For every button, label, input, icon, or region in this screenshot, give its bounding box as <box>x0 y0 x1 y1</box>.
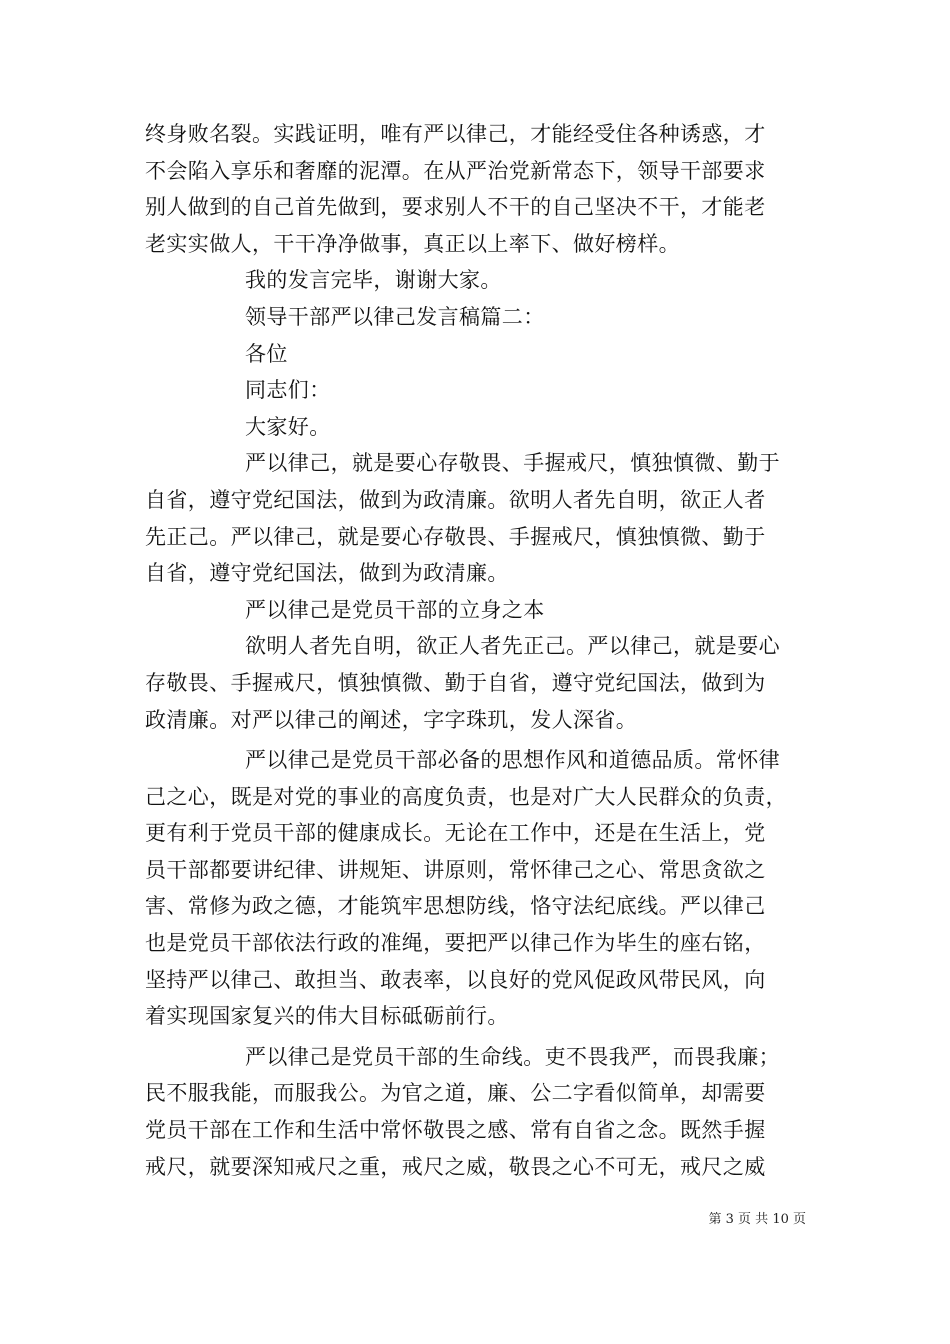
section-title: 领导干部严以律己发言稿篇二： <box>245 304 545 329</box>
text-line: 终身败名裂。实践证明，唯有严以律己，才能经受住各种诱惑，才 <box>145 122 766 146</box>
text-line: 不会陷入享乐和奢靡的泥潭。在从严治党新常态下，领导干部要求 <box>145 158 766 183</box>
text-line: 自省，遵守党纪国法，做到为政清廉。 <box>145 561 509 586</box>
salutation-line: 各位 <box>245 341 288 366</box>
text-line: 严以律己是党员干部必备的思想作风和道德品质。常怀律 <box>245 748 780 773</box>
text-line: 己之心，既是对党的事业的高度负责，也是对广大人民群众的负责， <box>145 784 787 809</box>
text-line: 别人做到的自己首先做到，要求别人不干的自己坚决不干，才能老 <box>145 195 766 220</box>
page-number-footer: 第 3 页 共 10 页 <box>708 1212 806 1227</box>
text-line: 严以律己，就是要心存敬畏、手握戒尺，慎独慎微、勤于 <box>245 451 780 476</box>
text-line: 坚持严以律己、敢担当、敢表率，以良好的党风促政风带民风，向 <box>145 967 766 992</box>
greeting-line: 大家好。 <box>245 414 331 439</box>
text-line: 党员干部在工作和生活中常怀敬畏之感、常有自省之念。既然手握 <box>145 1118 766 1143</box>
text-line: 着实现国家复兴的伟大目标砥砺前行。 <box>145 1004 509 1029</box>
text-line: 政清廉。对严以律己的阐述，字字珠玑，发人深省。 <box>145 707 638 732</box>
text-line: 老实实做人，干干净净做事，真正以上率下、做好榜样。 <box>145 231 680 256</box>
text-line: 民不服我能，而服我公。为官之道，廉、公二字看似简单，却需要 <box>145 1081 766 1106</box>
text-line: 员干部都要讲纪律、讲规矩、讲原则，常怀律己之心、常思贪欲之 <box>145 857 766 882</box>
text-line: 更有利于党员干部的健康成长。无论在工作中，还是在生活上，党 <box>145 821 766 846</box>
closing-remark: 我的发言完毕，谢谢大家。 <box>245 268 502 293</box>
text-line: 戒尺，就要深知戒尺之重，戒尺之威，敬畏之心不可无，戒尺之威 <box>145 1154 766 1179</box>
text-line: 严以律己是党员干部的生命线。吏不畏我严，而畏我廉； <box>245 1044 780 1069</box>
text-line: 欲明人者先自明，欲正人者先正己。严以律己，就是要心 <box>245 634 780 659</box>
text-line: 先正己。严以律己，就是要心存敬畏、手握戒尺，慎独慎微、勤于 <box>145 524 766 549</box>
document-body <box>145 116 809 1185</box>
text-line: 存敬畏、手握戒尺，慎独慎微、勤于自省，遵守党纪国法，做到为 <box>145 670 766 695</box>
text-line: 害、常修为政之德，才能筑牢思想防线，恪守法纪底线。严以律己 <box>145 894 766 919</box>
text-line: 也是党员干部依法行政的准绳，要把严以律己作为毕生的座右铭， <box>145 931 766 956</box>
subheading: 严以律己是党员干部的立身之本 <box>245 597 545 622</box>
salutation-line: 同志们： <box>245 378 331 403</box>
text-line: 自省，遵守党纪国法，做到为政清廉。欲明人者先自明，欲正人者 <box>145 487 766 512</box>
